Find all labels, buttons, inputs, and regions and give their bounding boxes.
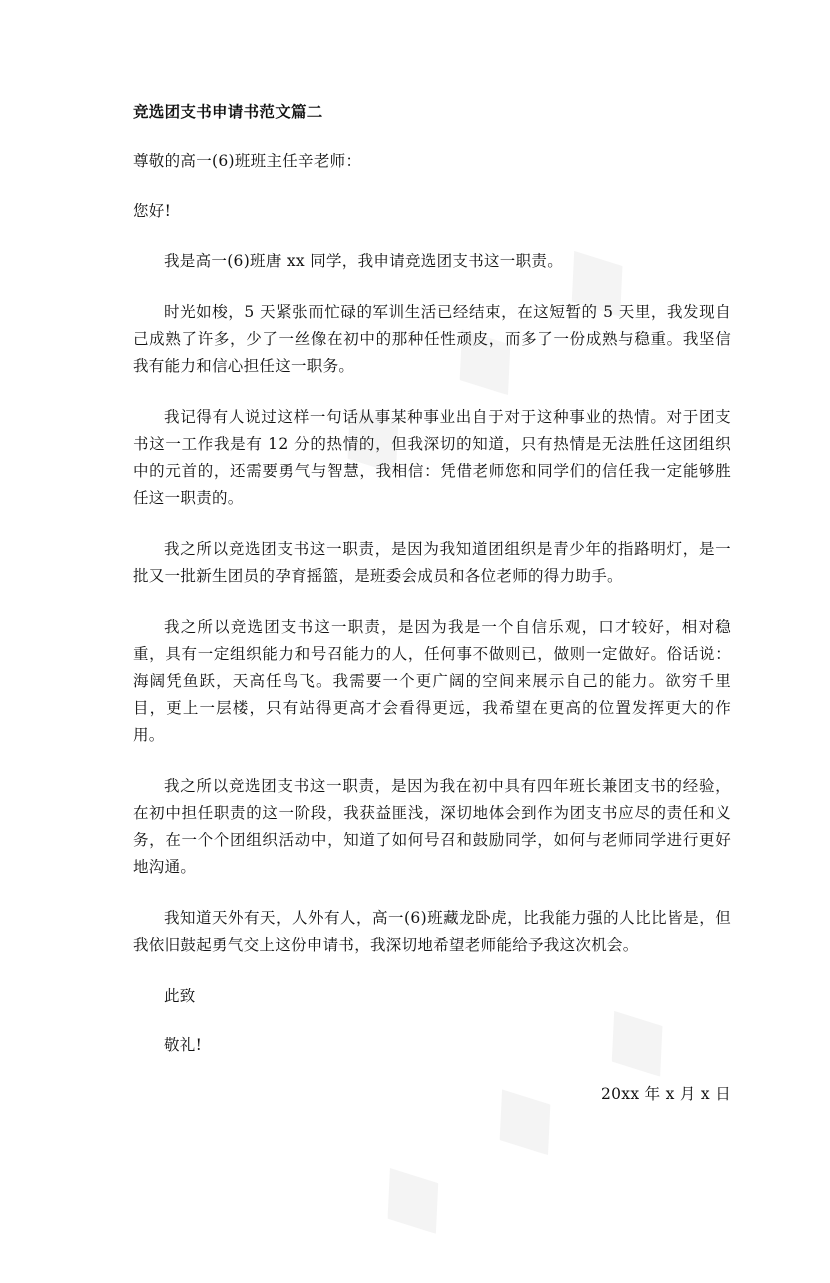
greeting: 您好! [133, 202, 172, 220]
body-paragraph: 我之所以竞选团支书这一职责，是因为我是一个自信乐观，口才较好，相对稳重，具有一定组织能力和号召能力的人，任何事不做则已，做则一定做好。俗话说：海阔凭鱼跃，天高任鸟飞。我需要一个更广阔的空间来展示自己的能力。欲穷千里目，更上一层楼，只有站得更高才会看得更远，我希望在更高的位置发挥更大的作用。 [133, 618, 731, 744]
letter-date: 20xx 年 x 月 x 日 [600, 1085, 731, 1103]
body-paragraph: 我之所以竞选团支书这一职责，是因为我在初中具有四年班长兼团支书的经验，在初中担任职责的这一阶段，我获益匪浅，深切地体会到作为团支书应尽的责任和义务，在一个个团组织活动中，知道了如何号召和鼓励同学，如何与老师同学进行更好地沟通。 [133, 777, 731, 876]
body-paragraph: 我是高一(6)班唐 xx 同学，我申请竞选团支书这一职责。 [164, 252, 563, 270]
body-paragraph: 我之所以竞选团支书这一职责，是因为我知道团组织是青少年的指路明灯，是一批又一批新生团员的孕育摇篮，是班委会成员和各位老师的得力助手。 [133, 540, 731, 585]
closing-line: 敬礼! [164, 1036, 203, 1054]
document-title: 竞选团支书申请书范文篇二 [133, 102, 323, 121]
body-paragraph: 我记得有人说过这样一句话从事某种事业出自于对于这种事业的热情。对于团支书这一工作我是有 12 分的热情的，但我深切的知道，只有热情是无法胜任这团组织中的元首的，还需要勇气与智慧，我相信：凭借老师您和同学们的信任我一定能够胜任这一职责的。 [133, 408, 731, 507]
closing-line: 此致 [164, 987, 196, 1005]
body-paragraph: 时光如梭，5 天紧张而忙碌的军训生活已经结束，在这短暂的 5 天里，我发现自己成熟了许多，少了一丝像在初中的那种任性顽皮，而多了一份成熟与稳重。我坚信我有能力和信心担任这一职务。 [133, 303, 731, 375]
document-body [133, 98, 731, 1108]
body-paragraph: 我知道天外有天，人外有人，高一(6)班藏龙卧虎，比我能力强的人比比皆是，但我依旧鼓起勇气交上这份申请书，我深切地希望老师能给予我这次机会。 [133, 909, 731, 954]
salutation: 尊敬的高一(6)班班主任辛老师： [133, 152, 362, 170]
